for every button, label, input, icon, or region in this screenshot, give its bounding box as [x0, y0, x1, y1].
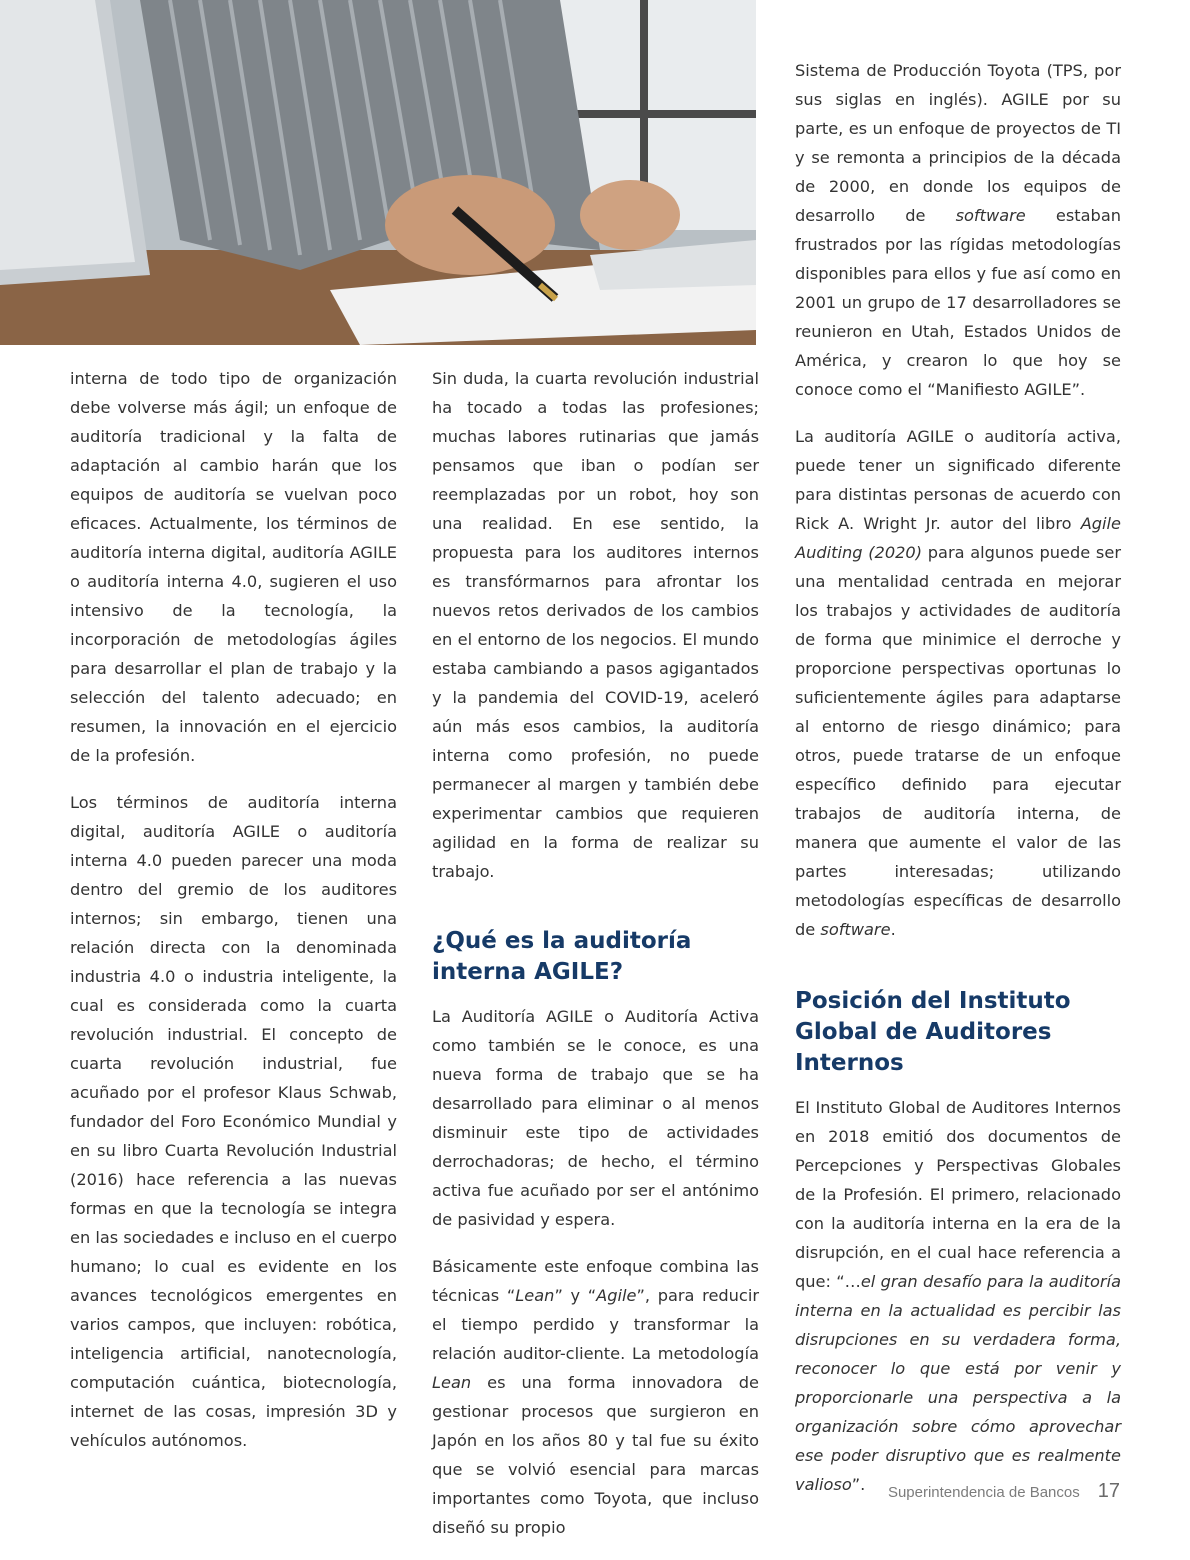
col3-paragraph-2: La auditoría AGILE o auditoría activa, puede tener un significado diferente para distintas personas de acuerdo con Rick A. Wright Jr. autor del libro Agile Auditing (2020) para algunos puede ser una mentalidad centrada en mejorar los trabajos y actividades de auditoría de forma que minimice el derroche y proporcione perspectivas oportunas lo suficientemente ágiles para adaptarse al entorno de riesgo dinámico; para otros, puede tratarse de un enfoque específico definido para ejecutar trabajos de auditoría interna, de manera que aumente el valor de las partes interesadas; utilizando metodologías específicas de desarrollo de software. [795, 427, 1121, 939]
header-photo [0, 0, 756, 345]
column-2 [432, 364, 759, 1560]
section-heading-instituto: Posición del Instituto Global de Auditores Internos [795, 988, 1071, 1076]
page-footer [888, 1480, 1120, 1503]
footer-publisher: Superintendencia de Bancos [887, 1484, 1080, 1501]
column-1 [70, 364, 397, 1473]
col2-paragraph-2: La Auditoría AGILE o Auditoría Activa como también se le conoce, es una nueva forma de trabajo que se ha desarrollado para eliminar o al menos disminuir este tipo de actividades derrochadoras; de hecho, el término activa fue acuñado por ser el antónimo de pasividad y espera. [432, 1007, 759, 1229]
col2-paragraph-3: Básicamente este enfoque combina las técnicas “Lean” y “Agile”, para reducir el tiempo perdido y transformar la relación auditor-cliente. La metodología Lean es una forma innovadora de gestionar procesos que surgieron en Japón en los años 80 y tal fue su éxito que se volvió esencial para marcas importantes como Toyota, que incluso diseñó su propio [432, 1257, 759, 1537]
photo-hand-with-pen-icon [0, 0, 756, 345]
col2-paragraph-1: Sin duda, la cuarta revolución industrial ha tocado a todas las profesiones; muchas labores rutinarias que jamás pensamos que iban o podían ser reemplazadas por un robot, hoy son una realidad. En ese sentido, la propuesta para los auditores internos es transfórmarnos para afrontar los nuevos retos derivados de los cambios en el entorno de los negocios. El mundo estaba cambiando a pasos agigantados y la pandemia del COVID-19, aceleró aún más esos cambios, la auditoría interna como profesión, no puede permanecer al margen y también debe experimentar cambios que requieren agilidad en la forma de realizar su trabajo. [432, 369, 759, 881]
col3-paragraph-1: Sistema de Producción Toyota (TPS, por sus siglas en inglés). AGILE por su parte, es un enfoque de proyectos de TI y se remonta a principios de la década de 2000, en donde los equipos de desarrollo de software estaban frustrados por las rígidas metodologías disponibles para ellos y fue así como en 2001 un grupo de 17 desarrolladores se reunieron en Utah, Estados Unidos de América, y crearon lo que hoy se conoce como el “Manifiesto AGILE”. [795, 61, 1121, 399]
col1-paragraph-2: Los términos de auditoría interna digital, auditoría AGILE o auditoría interna 4.0 pueden parecer una moda dentro del gremio de los auditores internos; sin embargo, tienen una relación directa con la denominada industria 4.0 o industria inteligente, la cual es considerada como la cuarta revolución industrial. El concepto de cuarta revolución industrial, fue acuñado por el profesor Klaus Schwab, fundador del Foro Económico Mundial y en su libro Cuarta Revolución Industrial (2016) hace referencia a las nuevas formas en que la tecnología se integra en las sociedades e incluso en el cuerpo humano; lo cual es evidente en los avances tecnológicos emergentes en varios campos, que incluyen: robótica, inteligencia artificial, nanotecnología, computación cuántica, biotecnología, internet de las cosas, impresión 3D y vehículos autónomos. [70, 793, 397, 1450]
col3-paragraph-3: El Instituto Global de Auditores Internos en 2018 emitió dos documentos de Percepciones y Perspectivas Globales de la Profesión. El primero, relacionado con la auditoría interna en la era de la disrupción, en el cual hace referencia a que: “…el gran desafío para la auditoría interna en la actualidad es percibir las disrupciones en su verdadera forma, reconocer lo que está por venir y proporcionarle una perspectiva a la organización sobre cómo aprovechar ese poder disruptivo que es realmente valioso”. [795, 1098, 1121, 1494]
col1-paragraph-1: interna de todo tipo de organización debe volverse más ágil; un enfoque de auditoría tradicional y la falta de adaptación al cambio harán que los equipos de auditoría se vuelvan poco eficaces. Actualmente, los términos de auditoría interna digital, auditoría AGILE o auditoría interna 4.0, sugieren el uso intensivo de la tecnología, la incorporación de metodologías ágiles para desarrollar el plan de trabajo y la selección del talento adecuado; en resumen, la innovación en el ejercicio de la profesión. [70, 369, 397, 765]
section-heading-agile: ¿Qué es la auditoría interna AGILE? [432, 928, 692, 985]
page-number: 17 [1097, 1480, 1120, 1502]
column-3 [795, 56, 1121, 1517]
